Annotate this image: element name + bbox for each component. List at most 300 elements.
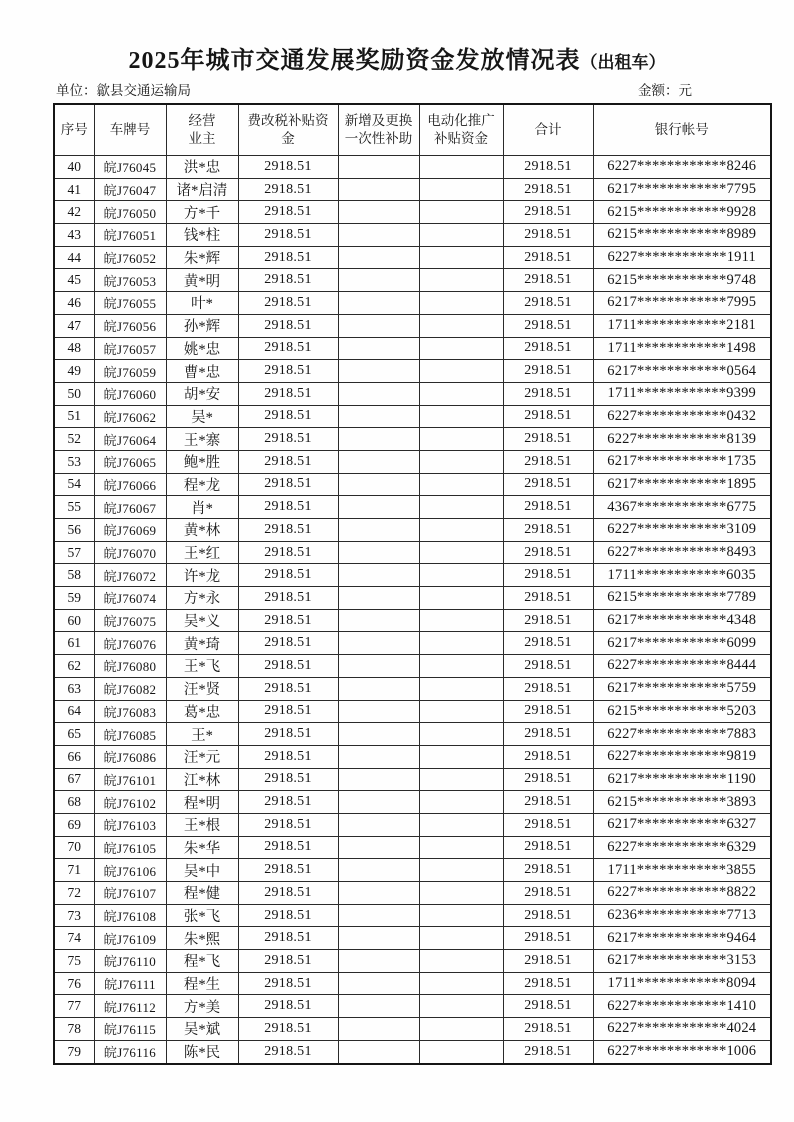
owner-cell: 姚*忠	[166, 337, 238, 360]
bank-account-cell: 6236************7713	[593, 904, 771, 927]
fee-tax-subsidy-cell: 2918.51	[238, 269, 338, 292]
plate-cell: 皖J76103	[94, 813, 166, 836]
total-cell: 2918.51	[503, 995, 593, 1018]
owner-cell: 张*飞	[166, 904, 238, 927]
bank-account-cell: 6215************3893	[593, 791, 771, 814]
plate-cell: 皖J76108	[94, 904, 166, 927]
owner-cell: 程*健	[166, 882, 238, 905]
bank-account-cell: 6227************8822	[593, 882, 771, 905]
bank-account-cell: 6227************8246	[593, 156, 771, 179]
fee-tax-subsidy-cell: 2918.51	[238, 564, 338, 587]
new-replace-subsidy-cell	[338, 700, 419, 723]
electrification-subsidy-cell	[419, 1040, 503, 1063]
serial-cell: 64	[54, 700, 94, 723]
total-cell: 2918.51	[503, 337, 593, 360]
table-row	[54, 700, 771, 723]
owner-cell: 葛*忠	[166, 700, 238, 723]
bank-account-cell: 6227************8444	[593, 655, 771, 678]
owner-cell: 朱*熙	[166, 927, 238, 950]
serial-cell: 61	[54, 632, 94, 655]
total-cell: 2918.51	[503, 723, 593, 746]
plate-cell: 皖J76083	[94, 700, 166, 723]
title-main: 2025年城市交通发展奖励资金发放情况表	[128, 48, 581, 74]
owner-cell: 朱*辉	[166, 246, 238, 269]
bank-account-cell: 6227************3109	[593, 519, 771, 542]
column-header-owner	[166, 104, 238, 156]
table-header-row	[54, 104, 771, 156]
bank-account-cell: 6217************1735	[593, 450, 771, 473]
plate-cell: 皖J76101	[94, 768, 166, 791]
table-row	[54, 473, 771, 496]
serial-cell: 44	[54, 246, 94, 269]
table-row	[54, 791, 771, 814]
subsidy-table	[53, 103, 772, 1065]
plate-cell: 皖J76074	[94, 587, 166, 610]
fee-tax-subsidy-cell: 2918.51	[238, 224, 338, 247]
serial-cell: 54	[54, 473, 94, 496]
electrification-subsidy-cell	[419, 813, 503, 836]
amount-unit-label: 金额：元	[638, 83, 692, 98]
serial-cell: 58	[54, 564, 94, 587]
bank-account-cell: 1711************6035	[593, 564, 771, 587]
new-replace-subsidy-cell	[338, 156, 419, 179]
fee-tax-subsidy-cell: 2918.51	[238, 677, 338, 700]
table-row	[54, 405, 771, 428]
plate-cell: 皖J76106	[94, 859, 166, 882]
table-row	[54, 836, 771, 859]
fee-tax-subsidy-cell: 2918.51	[238, 950, 338, 973]
plate-cell: 皖J76062	[94, 405, 166, 428]
plate-cell: 皖J76053	[94, 269, 166, 292]
electrification-subsidy-cell	[419, 745, 503, 768]
new-replace-subsidy-cell	[338, 791, 419, 814]
bank-account-cell: 6215************7789	[593, 587, 771, 610]
bank-account-cell: 6215************8989	[593, 224, 771, 247]
table-row	[54, 156, 771, 179]
new-replace-subsidy-cell	[338, 405, 419, 428]
electrification-subsidy-cell	[419, 904, 503, 927]
table-row	[54, 292, 771, 315]
new-replace-subsidy-cell	[338, 564, 419, 587]
fee-tax-subsidy-cell: 2918.51	[238, 519, 338, 542]
electrification-subsidy-cell	[419, 655, 503, 678]
serial-cell: 78	[54, 1018, 94, 1041]
owner-cell: 王*寨	[166, 428, 238, 451]
electrification-subsidy-cell	[419, 428, 503, 451]
owner-cell: 吴*	[166, 405, 238, 428]
electrification-subsidy-cell	[419, 972, 503, 995]
fee-tax-subsidy-cell: 2918.51	[238, 813, 338, 836]
column-header-line: 业主	[188, 131, 216, 146]
total-cell: 2918.51	[503, 859, 593, 882]
new-replace-subsidy-cell	[338, 473, 419, 496]
new-replace-subsidy-cell	[338, 541, 419, 564]
total-cell: 2918.51	[503, 314, 593, 337]
fee-tax-subsidy-cell: 2918.51	[238, 882, 338, 905]
electrification-subsidy-cell	[419, 564, 503, 587]
bank-account-cell: 1711************8094	[593, 972, 771, 995]
new-replace-subsidy-cell	[338, 1018, 419, 1041]
table-row	[54, 428, 771, 451]
fee-tax-subsidy-cell: 2918.51	[238, 700, 338, 723]
serial-cell: 49	[54, 360, 94, 383]
new-replace-subsidy-cell	[338, 450, 419, 473]
plate-cell: 皖J76109	[94, 927, 166, 950]
electrification-subsidy-cell	[419, 836, 503, 859]
owner-cell: 方*美	[166, 995, 238, 1018]
table-row	[54, 496, 771, 519]
column-header-fee-tax-subsidy	[238, 104, 338, 156]
serial-cell: 53	[54, 450, 94, 473]
electrification-subsidy-cell	[419, 677, 503, 700]
total-cell: 2918.51	[503, 405, 593, 428]
plate-cell: 皖J76115	[94, 1018, 166, 1041]
bank-account-cell: 6217************0564	[593, 360, 771, 383]
plate-cell: 皖J76111	[94, 972, 166, 995]
new-replace-subsidy-cell	[338, 950, 419, 973]
table-row	[54, 655, 771, 678]
column-header-serial	[54, 104, 94, 156]
owner-cell: 王*飞	[166, 655, 238, 678]
new-replace-subsidy-cell	[338, 655, 419, 678]
page-title	[0, 40, 794, 75]
total-cell: 2918.51	[503, 745, 593, 768]
plate-cell: 皖J76075	[94, 609, 166, 632]
fee-tax-subsidy-cell: 2918.51	[238, 836, 338, 859]
total-cell: 2918.51	[503, 224, 593, 247]
total-cell: 2918.51	[503, 292, 593, 315]
electrification-subsidy-cell	[419, 723, 503, 746]
serial-cell: 42	[54, 201, 94, 224]
bank-account-cell: 6215************9928	[593, 201, 771, 224]
bank-account-cell: 6215************5203	[593, 700, 771, 723]
total-cell: 2918.51	[503, 882, 593, 905]
table-row	[54, 382, 771, 405]
owner-cell: 钱*柱	[166, 224, 238, 247]
column-header-line: 费改税补贴资	[247, 113, 329, 129]
fee-tax-subsidy-cell: 2918.51	[238, 768, 338, 791]
plate-cell: 皖J76105	[94, 836, 166, 859]
owner-cell: 曹*忠	[166, 360, 238, 383]
owner-cell: 黄*明	[166, 269, 238, 292]
owner-cell: 方*永	[166, 587, 238, 610]
total-cell: 2918.51	[503, 813, 593, 836]
electrification-subsidy-cell	[419, 246, 503, 269]
bank-account-cell: 6217************1895	[593, 473, 771, 496]
table-row	[54, 269, 771, 292]
bank-account-cell: 6217************5759	[593, 677, 771, 700]
fee-tax-subsidy-cell: 2918.51	[238, 201, 338, 224]
total-cell: 2918.51	[503, 768, 593, 791]
plate-cell: 皖J76064	[94, 428, 166, 451]
plate-cell: 皖J76050	[94, 201, 166, 224]
table-row	[54, 450, 771, 473]
column-header-plate	[94, 104, 166, 156]
electrification-subsidy-cell	[419, 224, 503, 247]
table-body	[54, 156, 771, 1064]
fee-tax-subsidy-cell: 2918.51	[238, 450, 338, 473]
new-replace-subsidy-cell	[338, 246, 419, 269]
electrification-subsidy-cell	[419, 473, 503, 496]
new-replace-subsidy-cell	[338, 178, 419, 201]
plate-cell: 皖J76086	[94, 745, 166, 768]
bank-account-cell: 1711************9399	[593, 382, 771, 405]
electrification-subsidy-cell	[419, 768, 503, 791]
new-replace-subsidy-cell	[338, 587, 419, 610]
bank-account-cell: 6227************6329	[593, 836, 771, 859]
serial-cell: 48	[54, 337, 94, 360]
serial-cell: 50	[54, 382, 94, 405]
new-replace-subsidy-cell	[338, 813, 419, 836]
electrification-subsidy-cell	[419, 609, 503, 632]
serial-cell: 55	[54, 496, 94, 519]
electrification-subsidy-cell	[419, 700, 503, 723]
fee-tax-subsidy-cell: 2918.51	[238, 723, 338, 746]
new-replace-subsidy-cell	[338, 882, 419, 905]
column-header-new-replace-subsidy	[338, 104, 419, 156]
total-cell: 2918.51	[503, 156, 593, 179]
plate-cell: 皖J76060	[94, 382, 166, 405]
electrification-subsidy-cell	[419, 337, 503, 360]
total-cell: 2918.51	[503, 360, 593, 383]
total-cell: 2918.51	[503, 496, 593, 519]
fee-tax-subsidy-cell: 2918.51	[238, 632, 338, 655]
electrification-subsidy-cell	[419, 541, 503, 564]
electrification-subsidy-cell	[419, 632, 503, 655]
total-cell: 2918.51	[503, 587, 593, 610]
electrification-subsidy-cell	[419, 156, 503, 179]
fee-tax-subsidy-cell: 2918.51	[238, 473, 338, 496]
fee-tax-subsidy-cell: 2918.51	[238, 745, 338, 768]
electrification-subsidy-cell	[419, 269, 503, 292]
electrification-subsidy-cell	[419, 1018, 503, 1041]
electrification-subsidy-cell	[419, 314, 503, 337]
fee-tax-subsidy-cell: 2918.51	[238, 655, 338, 678]
owner-cell: 鲍*胜	[166, 450, 238, 473]
owner-cell: 诸*启清	[166, 178, 238, 201]
new-replace-subsidy-cell	[338, 836, 419, 859]
table-row	[54, 927, 771, 950]
total-cell: 2918.51	[503, 246, 593, 269]
total-cell: 2918.51	[503, 972, 593, 995]
fee-tax-subsidy-cell: 2918.51	[238, 337, 338, 360]
bank-account-cell: 6217************6099	[593, 632, 771, 655]
bank-account-cell: 6227************8493	[593, 541, 771, 564]
plate-cell: 皖J76112	[94, 995, 166, 1018]
owner-cell: 黄*琦	[166, 632, 238, 655]
new-replace-subsidy-cell	[338, 632, 419, 655]
table-row	[54, 360, 771, 383]
new-replace-subsidy-cell	[338, 904, 419, 927]
total-cell: 2918.51	[503, 519, 593, 542]
fee-tax-subsidy-cell: 2918.51	[238, 1040, 338, 1063]
owner-cell: 胡*安	[166, 382, 238, 405]
serial-cell: 57	[54, 541, 94, 564]
total-cell: 2918.51	[503, 950, 593, 973]
bank-account-cell: 6217************4348	[593, 609, 771, 632]
table-row	[54, 178, 771, 201]
owner-cell: 朱*华	[166, 836, 238, 859]
owner-cell: 程*明	[166, 791, 238, 814]
plate-cell: 皖J76065	[94, 450, 166, 473]
bank-account-cell: 6217************7995	[593, 292, 771, 315]
new-replace-subsidy-cell	[338, 314, 419, 337]
column-header-line: 补贴资金	[434, 131, 488, 146]
new-replace-subsidy-cell	[338, 723, 419, 746]
electrification-subsidy-cell	[419, 292, 503, 315]
fee-tax-subsidy-cell: 2918.51	[238, 246, 338, 269]
serial-cell: 73	[54, 904, 94, 927]
bank-account-cell: 6227************4024	[593, 1018, 771, 1041]
plate-cell: 皖J76070	[94, 541, 166, 564]
new-replace-subsidy-cell	[338, 677, 419, 700]
owner-cell: 汪*贤	[166, 677, 238, 700]
new-replace-subsidy-cell	[338, 859, 419, 882]
table-row	[54, 677, 771, 700]
table-row	[54, 519, 771, 542]
serial-cell: 60	[54, 609, 94, 632]
owner-cell: 吴*斌	[166, 1018, 238, 1041]
owner-cell: 程*龙	[166, 473, 238, 496]
serial-cell: 47	[54, 314, 94, 337]
new-replace-subsidy-cell	[338, 292, 419, 315]
owner-cell: 江*林	[166, 768, 238, 791]
plate-cell: 皖J76080	[94, 655, 166, 678]
new-replace-subsidy-cell	[338, 1040, 419, 1063]
bank-account-cell: 1711************2181	[593, 314, 771, 337]
title-suffix: （出租车）	[580, 53, 666, 72]
electrification-subsidy-cell	[419, 791, 503, 814]
plate-cell: 皖J76051	[94, 224, 166, 247]
fee-tax-subsidy-cell: 2918.51	[238, 791, 338, 814]
fee-tax-subsidy-cell: 2918.51	[238, 859, 338, 882]
serial-cell: 65	[54, 723, 94, 746]
bank-account-cell: 6227************7883	[593, 723, 771, 746]
table-row	[54, 904, 771, 927]
total-cell: 2918.51	[503, 269, 593, 292]
owner-cell: 许*龙	[166, 564, 238, 587]
plate-cell: 皖J76057	[94, 337, 166, 360]
serial-cell: 79	[54, 1040, 94, 1063]
plate-cell: 皖J76110	[94, 950, 166, 973]
plate-cell: 皖J76067	[94, 496, 166, 519]
table-row	[54, 246, 771, 269]
serial-cell: 41	[54, 178, 94, 201]
bank-account-cell: 1711************1498	[593, 337, 771, 360]
bank-account-cell: 6227************9819	[593, 745, 771, 768]
column-header-line: 电动化推广	[427, 113, 495, 129]
fee-tax-subsidy-cell: 2918.51	[238, 360, 338, 383]
fee-tax-subsidy-cell: 2918.51	[238, 972, 338, 995]
total-cell: 2918.51	[503, 700, 593, 723]
new-replace-subsidy-cell	[338, 201, 419, 224]
plate-cell: 皖J76082	[94, 677, 166, 700]
total-cell: 2918.51	[503, 1040, 593, 1063]
plate-cell: 皖J76059	[94, 360, 166, 383]
new-replace-subsidy-cell	[338, 972, 419, 995]
new-replace-subsidy-cell	[338, 337, 419, 360]
plate-cell: 皖J76085	[94, 723, 166, 746]
column-header-line: 车牌号	[109, 122, 151, 138]
plate-cell: 皖J76116	[94, 1040, 166, 1063]
plate-cell: 皖J76045	[94, 156, 166, 179]
column-header-line: 银行帐号	[654, 122, 709, 138]
table-row	[54, 723, 771, 746]
serial-cell: 63	[54, 677, 94, 700]
owner-cell: 洪*忠	[166, 156, 238, 179]
electrification-subsidy-cell	[419, 859, 503, 882]
owner-cell: 王*根	[166, 813, 238, 836]
fee-tax-subsidy-cell: 2918.51	[238, 405, 338, 428]
plate-cell: 皖J76056	[94, 314, 166, 337]
fee-tax-subsidy-cell: 2918.51	[238, 292, 338, 315]
unit-label: 单位：歙县交通运输局	[56, 83, 191, 98]
serial-cell: 72	[54, 882, 94, 905]
fee-tax-subsidy-cell: 2918.51	[238, 927, 338, 950]
new-replace-subsidy-cell	[338, 519, 419, 542]
fee-tax-subsidy-cell: 2918.51	[238, 587, 338, 610]
table-row	[54, 587, 771, 610]
table-row	[54, 337, 771, 360]
owner-cell: 孙*辉	[166, 314, 238, 337]
serial-cell: 66	[54, 745, 94, 768]
total-cell: 2918.51	[503, 791, 593, 814]
plate-cell: 皖J76047	[94, 178, 166, 201]
electrification-subsidy-cell	[419, 519, 503, 542]
plate-cell: 皖J76107	[94, 882, 166, 905]
total-cell: 2918.51	[503, 904, 593, 927]
total-cell: 2918.51	[503, 428, 593, 451]
electrification-subsidy-cell	[419, 201, 503, 224]
new-replace-subsidy-cell	[338, 269, 419, 292]
total-cell: 2918.51	[503, 178, 593, 201]
total-cell: 2918.51	[503, 677, 593, 700]
serial-cell: 69	[54, 813, 94, 836]
column-header-line: 新增及更换	[344, 113, 413, 129]
fee-tax-subsidy-cell: 2918.51	[238, 178, 338, 201]
table-row	[54, 995, 771, 1018]
column-header-line: 合计	[534, 122, 562, 138]
fee-tax-subsidy-cell: 2918.51	[238, 496, 338, 519]
total-cell: 2918.51	[503, 1018, 593, 1041]
total-cell: 2918.51	[503, 541, 593, 564]
new-replace-subsidy-cell	[338, 382, 419, 405]
fee-tax-subsidy-cell: 2918.51	[238, 428, 338, 451]
bank-account-cell: 6217************9464	[593, 927, 771, 950]
owner-cell: 程*飞	[166, 950, 238, 973]
electrification-subsidy-cell	[419, 927, 503, 950]
table-row	[54, 201, 771, 224]
total-cell: 2918.51	[503, 382, 593, 405]
new-replace-subsidy-cell	[338, 995, 419, 1018]
column-header-electrification-subsidy	[419, 104, 503, 156]
plate-cell: 皖J76102	[94, 791, 166, 814]
fee-tax-subsidy-cell: 2918.51	[238, 156, 338, 179]
table-row	[54, 882, 771, 905]
bank-account-cell: 6215************9748	[593, 269, 771, 292]
fee-tax-subsidy-cell: 2918.51	[238, 382, 338, 405]
plate-cell: 皖J76072	[94, 564, 166, 587]
table-row	[54, 314, 771, 337]
electrification-subsidy-cell	[419, 882, 503, 905]
column-header-line: 序号	[60, 122, 88, 138]
serial-cell: 51	[54, 405, 94, 428]
bank-account-cell: 1711************3855	[593, 859, 771, 882]
column-header-line: 金	[281, 131, 295, 146]
serial-cell: 56	[54, 519, 94, 542]
owner-cell: 程*生	[166, 972, 238, 995]
plate-cell: 皖J76052	[94, 246, 166, 269]
